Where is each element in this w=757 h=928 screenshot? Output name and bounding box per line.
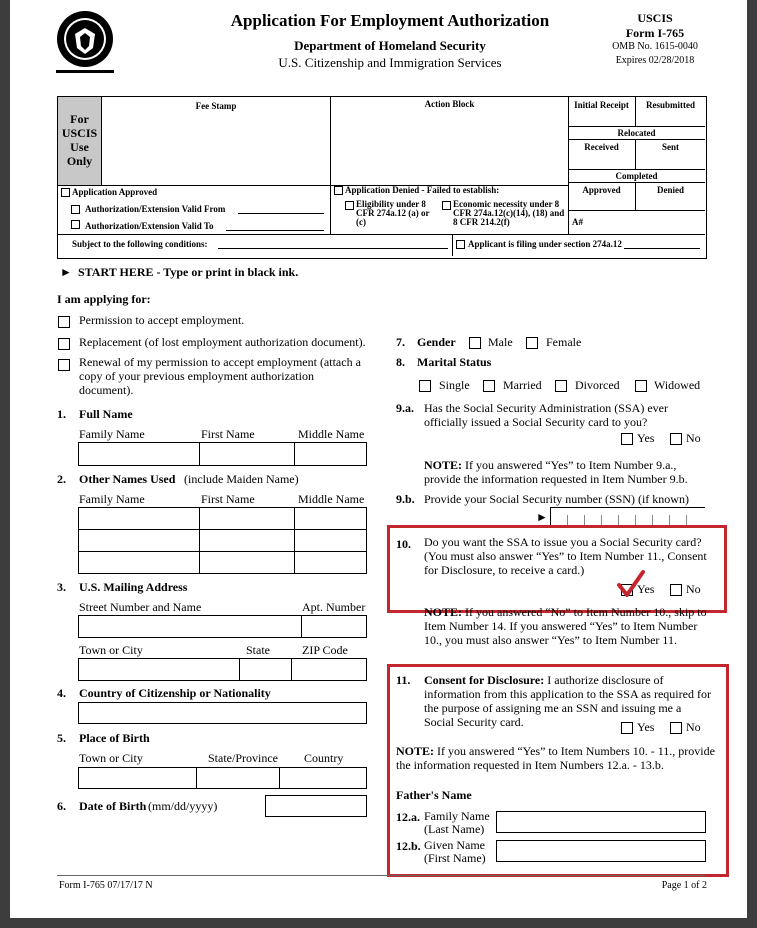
department: Department of Homeland Security [294,38,486,53]
item-6-number: 6. [57,799,66,813]
applying-for-heading: I am applying for: [57,292,151,306]
completed: Completed [615,171,658,181]
valid-from-checkbox[interactable] [71,205,80,214]
other-first-field-1[interactable] [199,507,295,530]
other-middle-field-2[interactable] [294,529,367,552]
other-first-name-label: First Name [201,492,255,506]
female-label: Female [546,335,582,349]
valid-to-checkbox[interactable] [71,220,80,229]
note-9-text: If you answered “Yes” to Item Number 9.a., provide the information requested in Item Number 9.b. [424,458,688,486]
other-middle-field-3[interactable] [294,551,367,574]
note-10-label: NOTE: [424,605,463,619]
item-11-number: 11. [396,673,411,687]
full-name-label: Full Name [79,407,133,421]
permission-checkbox[interactable] [58,316,70,328]
received: Received [584,142,619,152]
birth-town-label: Town or City [79,751,143,765]
widowed-label: Widowed [654,378,701,392]
other-family-field-3[interactable] [78,551,200,574]
item-1-number: 1. [57,407,66,421]
approved: Approved [582,185,621,195]
q11-yes-label: Yes [637,720,655,734]
apt-label: Apt. Number [302,600,366,614]
other-family-name-label: Family Name [79,492,145,506]
note-9 [424,458,714,486]
option-replacement: Replacement (of lost employment authorization document). [79,335,366,349]
father-given-name-field[interactable] [496,840,706,862]
fee-stamp: Fee Stamp [195,101,237,111]
father-first-name-text: (First Name) [424,851,486,865]
start-here: START HERE - Type or print in black ink. [78,265,299,279]
father-given-name-text: Given Name [424,838,485,852]
q10-yes-label: Yes [637,582,655,596]
option-renewal: Renewal of my permission to accept employment (attach a copy of your previous employment authorization document). [79,355,361,397]
father-last-name-text: (Last Name) [424,822,485,836]
birth-town-field[interactable] [78,767,197,789]
place-of-birth-label: Place of Birth [79,731,150,745]
female-checkbox[interactable] [526,337,538,349]
state-label: State [246,643,270,657]
note-11-text: If you answered “Yes” to Item Numbers 10. - 11., provide the information requested in Item Numbers 12.a. - 13.b. [396,744,715,772]
family-name-label: Family Name [79,427,145,441]
other-names-note: (include Maiden Name) [184,472,299,486]
married-checkbox[interactable] [483,380,495,392]
birth-country-label: Country [304,751,344,765]
start-here-arrow-icon: ► [60,265,72,279]
agency: U.S. Citizenship and Immigration Services [278,55,502,70]
applicant-filing: Applicant is filing under section 274a.12 [468,239,622,249]
single-checkbox[interactable] [419,380,431,392]
apt-field[interactable] [301,615,367,638]
item-12a-number: 12.a. [396,810,420,824]
item-9b-number: 9.b. [396,492,415,506]
eligibility-checkbox[interactable] [345,201,354,210]
note-10 [424,605,716,647]
application-approved: Application Approved [72,187,158,197]
dhs-seal-logo [56,10,114,68]
middle-name-label: Middle Name [298,427,365,441]
item-7-number: 7. [396,335,405,349]
other-middle-field-1[interactable] [294,507,367,530]
first-name-field[interactable] [199,442,295,466]
gender-label: Gender [417,335,456,349]
ssn-arrow-icon: ► [536,510,548,524]
sent: Sent [661,142,679,152]
divorced-label: Divorced [575,378,620,392]
uscis-label: USCIS [637,11,673,25]
economic-checkbox[interactable] [442,201,451,210]
item-4-number: 4. [57,686,66,700]
item-9a-number: 9.a. [396,401,414,415]
ssn-field[interactable] [550,507,705,527]
auth-valid-to: Authorization/Extension Valid To [85,221,214,231]
form-number: Form I-765 [625,26,685,40]
zip-label: ZIP Code [302,643,348,657]
consent-text: I authorize disclosure of information from this application to the SSA as required for the purpose of assigning me an SSN and issuing me a Social Security card. [424,673,711,729]
note-9-label: NOTE: [424,458,463,472]
option-permission: Permission to accept employment. [79,313,245,327]
male-label: Male [488,335,513,349]
ssa-issued-yes-checkbox[interactable] [621,433,633,445]
town-field[interactable] [78,658,240,681]
item-10-number: 10. [396,537,411,551]
annotation-box-q10 [387,525,727,613]
item-3-number: 3. [57,580,66,594]
citizenship-field[interactable] [78,702,367,724]
action-block: Action Block [424,99,475,109]
father-family-name-text: Family Name [424,809,490,823]
applicant-filing-checkbox[interactable] [456,240,465,249]
subject-conditions: Subject to the following conditions: [72,239,208,249]
town-label: Town or City [79,643,143,657]
other-family-field-2[interactable] [78,529,200,552]
other-first-field-3[interactable] [199,551,295,574]
dob-format: (mm/dd/yyyy) [148,799,218,813]
application-approved-checkbox[interactable] [61,188,70,197]
citizenship-label: Country of Citizenship or Nationality [79,686,271,700]
other-names-label: Other Names Used [79,472,176,486]
for-uscis-use-only: For USCIS Use Only [61,112,98,168]
eligibility: Eligibility under 8 CFR 274a.12 (a) or (c) [356,199,430,227]
single-label: Single [439,378,470,392]
q10-no-label: No [686,582,701,596]
dob-field[interactable] [265,795,367,817]
relocated: Relocated [617,128,656,138]
dob-label: Date of Birth [79,799,147,813]
father-given-name-label [424,839,486,865]
consent-label: Consent for Disclosure: [424,673,545,687]
footer-page: Page 1 of 2 [661,880,707,891]
q10-text: Do you want the SSA to issue you a Social Security card? (You must also answer “Yes” to Item Number 11., Consent for Disclosure, to receive a card.) [424,535,707,577]
street-label: Street Number and Name [79,600,202,614]
q11-no-label: No [686,720,701,734]
married-label: Married [503,378,542,392]
resubmitted: Resubmitted [646,100,695,110]
first-name-label: First Name [201,427,255,441]
footer-form-rev: Form I-765 07/17/17 N [59,880,153,891]
street-field[interactable] [78,615,302,638]
omb-number: OMB No. 1615-0040 [612,41,698,52]
ssa-issued-no-label: No [686,431,701,445]
birth-state-field[interactable] [196,767,280,789]
other-middle-name-label: Middle Name [298,492,365,506]
other-first-field-2[interactable] [199,529,295,552]
father-family-name-label [424,810,490,836]
item-2-number: 2. [57,472,66,486]
form-page [10,0,747,918]
item-5-number: 5. [57,731,66,745]
auth-valid-from: Authorization/Extension Valid From [85,204,226,214]
consent-paragraph [424,673,714,729]
expires: Expires 02/28/2018 [615,55,695,66]
application-denied-checkbox[interactable] [334,186,343,195]
renewal-checkbox[interactable] [58,359,70,371]
q11-no-checkbox[interactable] [670,722,682,734]
birth-state-label: State/Province [208,751,278,765]
item-8-number: 8. [396,355,405,369]
male-checkbox[interactable] [469,337,481,349]
father-family-name-field[interactable] [496,811,706,833]
economic-necessity: Economic necessity under 8 CFR 274a.12(c)(14), (18) and 8 CFR 214.2(f) [453,199,565,227]
initial-receipt: Initial Receipt [574,100,629,110]
note-10-text: If you answered “No” to Item Number 10., skip to Item Number 14. If you answered “Yes” to Item Number 10., you must also answer “Yes” to Item Number 11. [424,605,707,647]
divorced-checkbox[interactable] [555,380,567,392]
note-11-label: NOTE: [396,744,435,758]
other-family-field-1[interactable] [78,507,200,530]
denied: Denied [657,185,684,195]
ssn-label: Provide your Social Security number (SSN) (if known) [424,492,689,506]
form-title: Application For Employment Authorization [230,11,550,30]
marital-label: Marital Status [417,355,492,369]
ssa-issued-no-checkbox[interactable] [670,433,682,445]
state-field[interactable] [239,658,292,681]
family-name-field[interactable] [78,442,200,466]
ssa-issued-yes-label: Yes [637,431,655,445]
q11-yes-checkbox[interactable] [621,722,633,734]
application-denied: Application Denied - Failed to establish: [345,185,500,195]
middle-name-field[interactable] [294,442,367,466]
item-12b-number: 12.b. [396,839,421,853]
birth-country-field[interactable] [279,767,367,789]
replacement-checkbox[interactable] [58,338,70,350]
a-number: A# [572,217,583,227]
widowed-checkbox[interactable] [635,380,647,392]
note-11 [396,744,718,772]
ssa-issued-question: Has the Social Security Administration (SSA) ever officially issued a Social Security card to you? [424,401,668,429]
mailing-address-label: U.S. Mailing Address [79,580,188,594]
fathers-name-heading: Father's Name [396,788,472,802]
zip-field[interactable] [291,658,367,681]
